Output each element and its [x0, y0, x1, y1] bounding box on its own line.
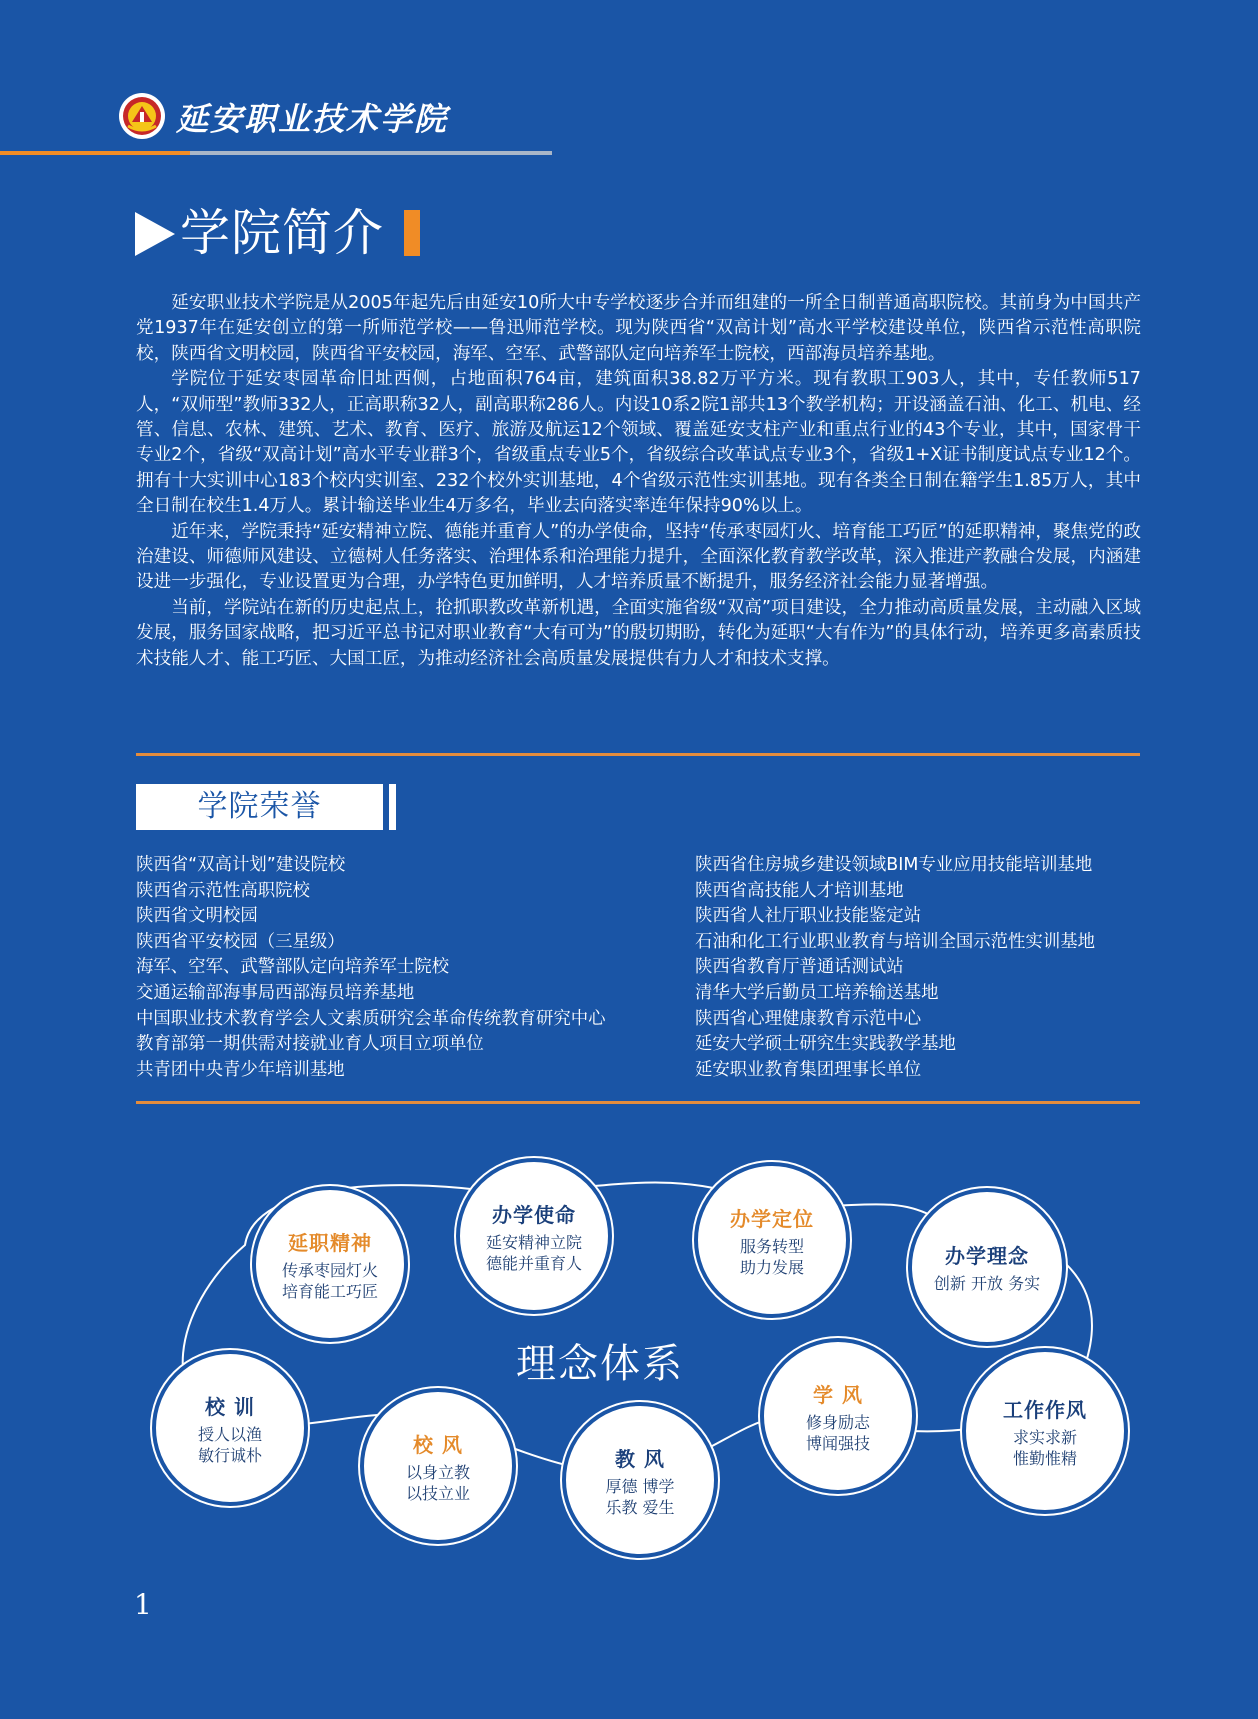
node-line: 传承枣园灯火 — [281, 1260, 378, 1280]
node-learning-ethos — [760, 1338, 916, 1494]
honor-item: 陕西省人社厅职业技能鉴定站 — [695, 906, 922, 927]
node-title: 教 风 — [615, 1446, 665, 1471]
honor-item: 陕西省平安校园（三星级） — [136, 931, 345, 952]
node-title: 办学定位 — [730, 1206, 814, 1231]
intro-text — [136, 291, 1141, 672]
node-line: 惟勤惟精 — [1012, 1448, 1077, 1468]
node-title: 校 训 — [205, 1394, 255, 1419]
intro-paragraph: 当前，学院站在新的历史起点上，抢抓职教改革新机遇，全面实施省级“双高”项目建设，全力推动高质量发展，主动融入区域发展，服务国家战略，把习近平总书记对职业教育“大有可为”的殷切期盼，转化为延职“大有作为”的具体行动，培养更多高素质技术技能人才、能工巧匠、大国工匠，为推动经济社会高质量发展提供有力人才和技术支撑。 — [136, 597, 1141, 669]
node-line: 服务转型 — [739, 1236, 804, 1256]
section-divider — [136, 1101, 1140, 1104]
node-line: 以技立业 — [405, 1483, 470, 1503]
node-line: 创新 开放 务实 — [933, 1274, 1041, 1293]
honor-item: 共青团中央青少年培训基地 — [136, 1059, 345, 1080]
honor-item: 清华大学后勤员工培养输送基地 — [695, 982, 939, 1003]
honor-item: 海军、空军、武警部队定向培养军士院校 — [136, 957, 450, 978]
honor-item: 教育部第一期供需对接就业育人项目立项单位 — [136, 1034, 484, 1055]
header-rule-orange — [0, 151, 190, 155]
intro-paragraph: 学院位于延安枣园革命旧址西侧，占地面积764亩，建筑面积38.82万平方米。现有教职工903人，其中，专任教师517人，“双师型”教师332人，正高职称32人，副高职称286人。内设10系2院1部共13个教学机构；开设涵盖石油、化工、机电、经管、信息、农林、建筑、艺术、教育、医疗、旅游及航运12个领域、覆盖延安支柱产业和重点行业的43个专业，其中，国家骨干专业2个，省级“双高计划”高水平专业群3个，省级重点专业5个，省级综合改革试点专业3个，省级1+X证书制度试点专业12个。拥有十大实训中心183个校内实训室、232个校外实训基地，4个省级示范性实训基地。现有各类全日制在籍学生1.85万人，其中全日制在校生1.4万人。累计输送毕业生4万多名，毕业去向落实率连年保持90%以上。 — [136, 369, 1141, 517]
node-line: 培育能工巧匠 — [281, 1281, 378, 1301]
intro-section-title: 学院简介 — [180, 204, 384, 262]
node-title: 办学使命 — [492, 1202, 576, 1227]
page-number: 1 — [134, 1588, 152, 1621]
node-line: 敏行诚朴 — [197, 1445, 262, 1465]
node-line: 授人以渔 — [197, 1424, 262, 1444]
college-name: 延安职业技术学院 — [176, 100, 449, 138]
honor-item: 中国职业技术教育学会人文素质研究会革命传统教育研究中心 — [136, 1008, 606, 1029]
node-line: 修身励志 — [805, 1412, 870, 1432]
section-divider — [136, 753, 1140, 756]
honors-title-bar — [389, 784, 396, 830]
philosophy-diagram — [0, 1120, 1258, 1560]
diagram-center-title: 理念体系 — [516, 1341, 684, 1387]
section-arrow-icon — [135, 212, 175, 256]
node-school-philosophy — [908, 1188, 1066, 1346]
node-teaching-ethos — [562, 1402, 718, 1558]
intro-paragraph: 延安职业技术学院是从2005年起先后由延安10所大中专学校逐步合并而组建的一所全日制普通高职院校。其前身为中国共产党1937年在延安创立的第一所师范学校——鲁迅师范学校。现为陕西省“双高计划”高水平学校建设单位，陕西省示范性高职院校，陕西省文明校园，陕西省平安校园，海军、空军、武警部队定向培养军士院校，西部海员培养基地。 — [136, 293, 1141, 364]
honor-item: 交通运输部海事局西部海员培养基地 — [136, 982, 415, 1003]
node-school-mission — [456, 1158, 612, 1314]
node-yanzhi-spirit — [252, 1186, 408, 1342]
honor-item: 延安职业教育集团理事长单位 — [695, 1059, 922, 1080]
college-logo-icon — [118, 92, 166, 140]
section-title-bar — [404, 210, 420, 256]
node-school-motto — [152, 1350, 308, 1506]
node-line: 以身立教 — [405, 1462, 470, 1482]
intro-paragraph: 近年来，学院秉持“延安精神立院、德能并重育人”的办学使命，坚持“传承枣园灯火、培育能工巧匠”的延职精神，聚焦党的政治建设、师德师风建设、立德树人任务落实、治理体系和治理能力提升，全面深化教育教学改革，深入推进产教融合发展，内涵建设进一步强化，专业设置更为合理，办学特色更加鲜明，人才培养质量不断提升，服务经济社会能力显著增强。 — [136, 521, 1141, 593]
honor-item: 陕西省高技能人才培训基地 — [695, 880, 904, 901]
honor-item: 陕西省住房城乡建设领域BIM专业应用技能培训基地 — [695, 855, 1093, 875]
node-school-ethos — [360, 1388, 516, 1544]
honor-item: 陕西省教育厅普通话测试站 — [695, 957, 904, 978]
honor-item: 陕西省文明校园 — [136, 906, 258, 927]
node-line: 乐教 爱生 — [605, 1497, 675, 1517]
node-line: 延安精神立院 — [485, 1232, 582, 1252]
honor-item: 石油和化工行业职业教育与培训全国示范性实训基地 — [695, 931, 1095, 952]
honor-item: 陕西省示范性高职院校 — [136, 880, 310, 901]
node-school-positioning — [694, 1162, 850, 1318]
honor-item: 陕西省“双高计划”建设院校 — [136, 855, 346, 875]
honor-item: 延安大学硕士研究生实践教学基地 — [695, 1034, 956, 1055]
header-rule-gray — [190, 151, 552, 155]
node-line: 博闻强技 — [805, 1433, 870, 1453]
node-title: 工作作风 — [1003, 1397, 1087, 1422]
honors-list-left — [136, 853, 676, 1083]
honors-list-right — [695, 853, 1165, 1083]
node-line: 厚德 博学 — [605, 1476, 675, 1496]
honors-section-title: 学院荣誉 — [136, 784, 383, 830]
node-work-style — [962, 1348, 1128, 1514]
node-title: 办学理念 — [945, 1244, 1029, 1268]
node-line: 求实求新 — [1012, 1427, 1077, 1447]
node-title: 学 风 — [813, 1382, 863, 1407]
node-line: 德能并重育人 — [485, 1253, 582, 1273]
node-title: 校 风 — [413, 1432, 463, 1457]
node-line: 助力发展 — [739, 1257, 804, 1277]
node-title: 延职精神 — [288, 1230, 372, 1255]
honor-item: 陕西省心理健康教育示范中心 — [695, 1008, 922, 1029]
